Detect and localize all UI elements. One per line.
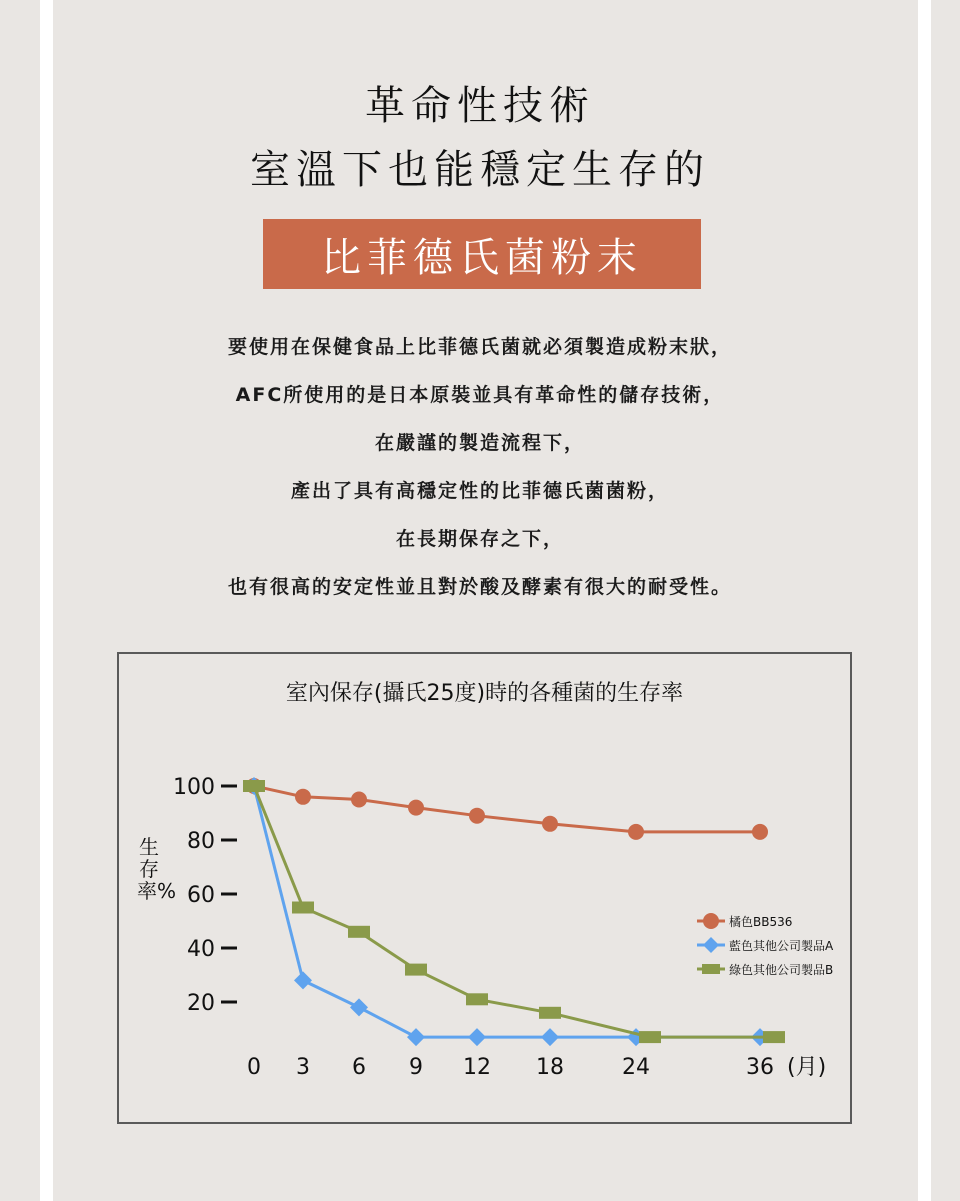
data-point-square (639, 1031, 661, 1043)
y-axis-label: 生存率% (137, 835, 177, 903)
legend-label: 藍色其他公司製品A (729, 939, 834, 953)
legend-label: 橘色BB536 (729, 915, 793, 929)
body-line: 在嚴謹的製造流程下， (374, 432, 585, 454)
x-tick-label: 3 (296, 1055, 310, 1080)
x-tick-label: 6 (352, 1055, 366, 1080)
data-point-square (292, 902, 314, 914)
chart-plot (119, 654, 850, 1122)
x-tick-label: 9 (409, 1055, 423, 1080)
body-line: 也有很高的安定性並且對於酸及酵素有很大的耐受性。 (227, 576, 732, 598)
data-point-square (539, 1007, 561, 1019)
data-point-circle (295, 789, 311, 805)
data-point-circle (469, 808, 485, 824)
data-point-square (243, 780, 265, 792)
data-point-circle (351, 792, 367, 808)
x-tick-label: 24 (622, 1055, 650, 1080)
body-line: AFC所使用的是日本原裝並具有革命性的儲存技術， (235, 384, 725, 406)
data-point-diamond (468, 1028, 486, 1046)
legend-marker (703, 937, 719, 953)
data-point-square (763, 1031, 785, 1043)
data-point-circle (752, 824, 768, 840)
chart-title: 室內保存(攝氏25度)時的各種菌的生存率 (285, 681, 684, 706)
body-line: 產出了具有高穩定性的比菲德氏菌菌粉， (290, 480, 669, 502)
series-line (254, 786, 760, 832)
x-tick-label: 12 (463, 1055, 491, 1080)
y-tick-label: 100 (173, 775, 215, 800)
data-point-circle (628, 824, 644, 840)
legend-label: 綠色其他公司製品B (729, 963, 834, 977)
data-point-square (405, 964, 427, 976)
data-point-circle (542, 816, 558, 832)
x-tick-label: 18 (536, 1055, 564, 1080)
data-point-diamond (541, 1028, 559, 1046)
headline-line-1: 革命性技術 (365, 83, 595, 129)
headline-line-2: 室溫下也能穩定生存的 (250, 147, 710, 193)
y-tick-label: 40 (187, 937, 215, 962)
data-point-square (348, 926, 370, 938)
y-tick-label: 60 (187, 883, 215, 908)
y-tick-label: 20 (187, 991, 215, 1016)
y-tick-label: 80 (187, 829, 215, 854)
legend-marker (703, 913, 719, 929)
data-point-diamond (350, 998, 368, 1016)
series-line (254, 786, 774, 1037)
series-line (254, 786, 760, 1037)
survival-chart (117, 652, 852, 1124)
x-axis-unit: (月) (787, 1055, 827, 1080)
x-tick-label: 0 (247, 1055, 261, 1080)
data-point-circle (408, 800, 424, 816)
data-point-diamond (407, 1028, 425, 1046)
data-point-square (466, 993, 488, 1005)
x-tick-label: 36 (746, 1055, 774, 1080)
data-point-diamond (294, 971, 312, 989)
legend-marker (702, 964, 720, 974)
product-banner: 比菲德氏菌粉末 (263, 219, 701, 289)
body-line: 在長期保存之下， (395, 528, 564, 550)
body-line: 要使用在保健食品上比菲德氏菌就必須製造成粉末狀， (227, 336, 732, 358)
